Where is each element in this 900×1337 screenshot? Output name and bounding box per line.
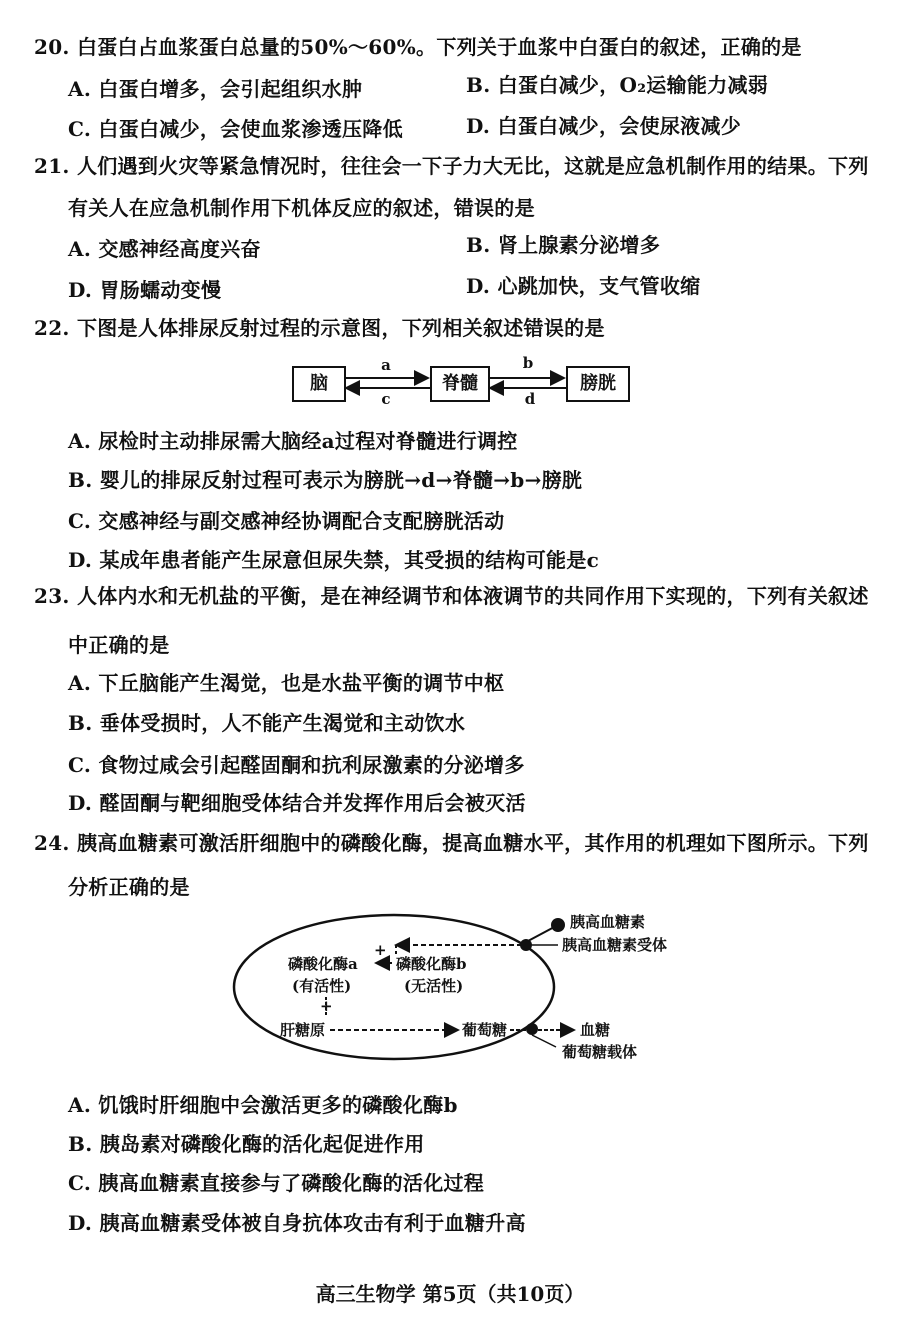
q23-option-c: C. 食物过咸会引起醛固酮和抗利尿激素的分泌增多 [68,753,525,777]
label-c: c [381,390,391,408]
q22-stem: 22. 下图是人体排尿反射过程的示意图，下列相关叙述错误的是 [34,316,605,340]
glucagon-receptor-label: 胰高血糖素受体 [562,936,668,954]
q23-stem-line1: 23. 人体内水和无机盐的平衡，是在神经调节和体液调节的共同作用下实现的，下列有关叙述 [34,584,869,608]
box-brain: 脑 [292,366,346,402]
page-footer: 高三生物学 第5页（共10页） [315,1282,585,1306]
q24-option-d: D. 胰高血糖素受体被自身抗体攻击有利于血糖升高 [68,1211,526,1235]
q20-stem: 20. 白蛋白占血浆蛋白总量的50%～60%。下列关于血浆中白蛋白的叙述，正确的是 [34,35,802,59]
q24-option-c: C. 胰高血糖素直接参与了磷酸化酶的活化过程 [68,1171,485,1195]
enzyme-b-label: 磷酸化酶b [396,955,467,973]
plus-sign-2: + [320,997,333,1015]
q21-option-a: A. 交感神经高度兴奋 [68,237,261,261]
q22-option-a: A. 尿检时主动排尿需大脑经a过程对脊髓进行调控 [68,429,518,453]
label-a: a [381,356,391,374]
glucagon-mechanism-diagram [226,905,706,1065]
q20-option-a: A. 白蛋白增多，会引起组织水肿 [68,77,363,101]
enzyme-a-label: 磷酸化酶a [288,955,358,973]
q22-option-c: C. 交感神经与副交感神经协调配合支配膀胱活动 [68,509,505,533]
glucose-carrier-dot [526,1023,538,1035]
q24-option-b: B. 胰岛素对磷酸化酶的活化起促进作用 [68,1132,425,1156]
q23-option-a: A. 下丘脑能产生渴觉，也是水盐平衡的调节中枢 [68,671,505,695]
q20-option-c: C. 白蛋白减少，会使血浆渗透压降低 [68,117,403,141]
plus-sign-1: + [374,941,387,959]
q21-option-c: D. 胃肠蠕动变慢 [68,278,222,302]
q21-stem-line1: 21. 人们遇到火灾等紧急情况时，往往会一下子力大无比，这就是应急机制作用的结果。下列 [34,154,869,178]
box-bladder: 膀胱 [566,366,630,402]
enzyme-b-state: (无活性) [404,977,464,995]
blood-sugar-label: 血糖 [580,1021,611,1039]
q23-option-d: D. 醛固酮与靶细胞受体结合并发挥作用后会被灭活 [68,791,526,815]
q24-stem-line1: 24. 胰高血糖素可激活肝细胞中的磷酸化酶，提高血糖水平，其作用的机理如下图所示。下列 [34,831,869,855]
q21-option-d: D. 心跳加快，支气管收缩 [466,274,701,298]
q20-option-d: D. 白蛋白减少，会使尿液减少 [466,114,742,138]
q21-option-b: B. 肾上腺素分泌增多 [466,233,661,257]
q24-stem-line2: 分析正确的是 [68,875,190,899]
q23-option-b: B. 垂体受损时，人不能产生渴觉和主动饮水 [68,711,466,735]
q22-option-b: B. 婴儿的排尿反射过程可表示为膀胱→d→脊髓→b→膀胱 [68,468,583,492]
q24-option-a: A. 饥饿时肝细胞中会激活更多的磷酸化酶b [68,1093,458,1117]
q20-option-b: B. 白蛋白减少，O₂运输能力减弱 [466,73,769,97]
enzyme-a-state: (有活性) [292,977,352,995]
q23-stem-line2: 中正确的是 [68,633,170,657]
box-spine: 脊髓 [430,366,490,402]
urination-reflex-diagram [290,356,640,410]
glycogen-label: 肝糖原 [280,1021,326,1039]
q21-stem-line2: 有关人在应急机制作用下机体反应的叙述，错误的是 [68,196,535,220]
label-b: b [522,356,534,372]
q22-option-d: D. 某成年患者能产生尿意但尿失禁，其受损的结构可能是c [68,548,600,572]
glucose-label: 葡萄糖 [462,1021,508,1039]
label-d: d [524,390,536,408]
glucagon-label: 胰高血糖素 [570,913,646,931]
glucose-carrier-label: 葡萄糖载体 [562,1043,638,1061]
